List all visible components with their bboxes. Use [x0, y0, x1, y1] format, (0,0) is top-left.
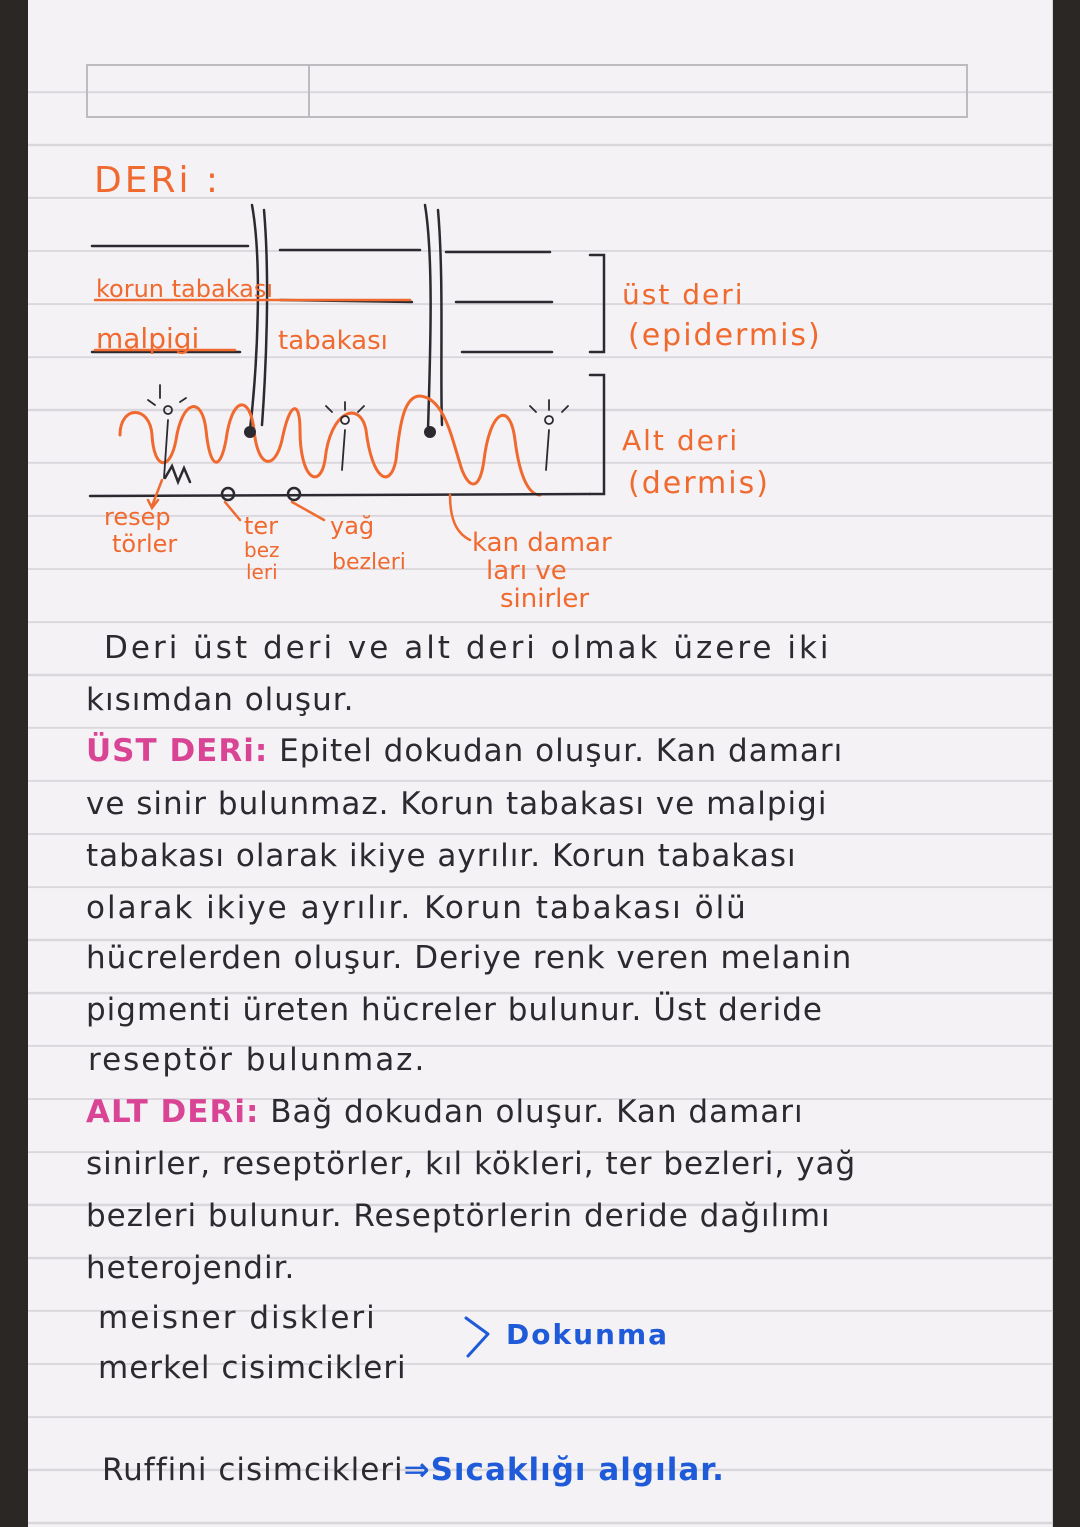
merkel-line: merkel cisimcikleri	[98, 1350, 407, 1386]
ter-bezleri-label-3: leri	[246, 560, 278, 584]
alt-deri-line-4: heterojendir.	[86, 1250, 296, 1286]
ust-deri-heading: ÜST DERi:	[86, 733, 269, 769]
ust-deri-line-7: reseptör bulunmaz.	[88, 1042, 427, 1078]
dermis-bracket	[590, 375, 604, 494]
epidermis-label: (epidermis)	[628, 318, 822, 353]
alt-deri-heading: ALT DERi:	[86, 1094, 260, 1130]
ust-deri-paragraph-line-1: ÜST DERi: Epitel dokudan oluşur. Kan damarı	[86, 733, 844, 769]
ter-bezleri-label-2: bez	[244, 538, 280, 562]
hair-shaft	[250, 205, 258, 430]
oil-pointer	[292, 502, 324, 520]
reseptorler-label-1: resep	[104, 503, 171, 531]
ter-bezleri-label-1: ter	[244, 512, 279, 540]
ruffini-line	[102, 1452, 725, 1488]
sweat-gland-circle	[222, 488, 234, 500]
korun-tabakasi-label: korun tabakası	[96, 275, 274, 303]
ust-deri-line-3: tabakası olarak ikiye ayrılır. Korun tabakası	[86, 838, 797, 874]
meisner-line: meisner diskleri	[98, 1300, 377, 1336]
dermis-bottom-line	[90, 494, 590, 496]
dokunma-bracket	[458, 1312, 498, 1362]
sweat-pointer	[225, 502, 240, 520]
hair-shaft	[438, 210, 442, 425]
ust-deri-line-5: hücrelerden oluşur. Deriye renk veren melanin	[86, 940, 853, 976]
hair-follicle-bulb	[424, 426, 436, 438]
reseptorler-label-2: törler	[112, 530, 178, 558]
ust-deri-line-2: ve sinir bulunmaz. Korun tabakası ve malpigi	[86, 786, 828, 822]
ruffini-text: Ruffini cisimcikleri	[102, 1452, 404, 1488]
tabakasi-label: tabakası	[278, 326, 388, 356]
ust-deri-label: üst deri	[622, 278, 745, 311]
yag-bezleri-label-1: yağ	[330, 512, 375, 540]
kan-damarlari-label-2: ları ve	[486, 556, 567, 586]
kan-damarlari-label-3: sinirler	[500, 584, 590, 614]
ruffini-arrow: ⇒	[403, 1452, 431, 1488]
kan-damarlari-label-1: kan damar	[472, 528, 612, 558]
hair-shaft	[262, 210, 267, 425]
alt-deri-line-2: sinirler, reseptörler, kıl kökleri, ter bezleri, yağ	[86, 1146, 857, 1182]
dokunma-label: Dokunma	[506, 1318, 670, 1351]
yag-bezleri-label-2: bezleri	[332, 550, 406, 575]
receptor-symbols	[148, 385, 568, 478]
alt-deri-line-3: bezleri bulunur. Reseptörlerin deride dağılımı	[86, 1198, 831, 1234]
intro-line-1: Deri üst deri ve alt deri olmak üzere iki	[104, 630, 832, 666]
dermis-label: (dermis)	[628, 466, 770, 501]
alt-deri-label: Alt deri	[622, 424, 740, 457]
hair-follicle-bulb	[244, 426, 256, 438]
epidermis-bracket	[590, 255, 604, 352]
ruffini-function: Sıcaklığı algılar.	[430, 1452, 725, 1488]
vessel-pointer	[450, 495, 470, 540]
malpigi-label: malpigi	[96, 322, 200, 355]
intro-line-2: kısımdan oluşur.	[86, 682, 355, 718]
page-title: DERi :	[94, 160, 222, 201]
alt-deri-paragraph-line-1: ALT DERi: Bağ dokudan oluşur. Kan damarı	[86, 1094, 804, 1130]
ust-deri-line-4: olarak ikiye ayrılır. Korun tabakası ölü	[86, 890, 748, 926]
ust-deri-line-6: pigmenti üreten hücreler bulunur. Üst deride	[86, 992, 823, 1028]
receptor-wiggle	[165, 466, 190, 482]
